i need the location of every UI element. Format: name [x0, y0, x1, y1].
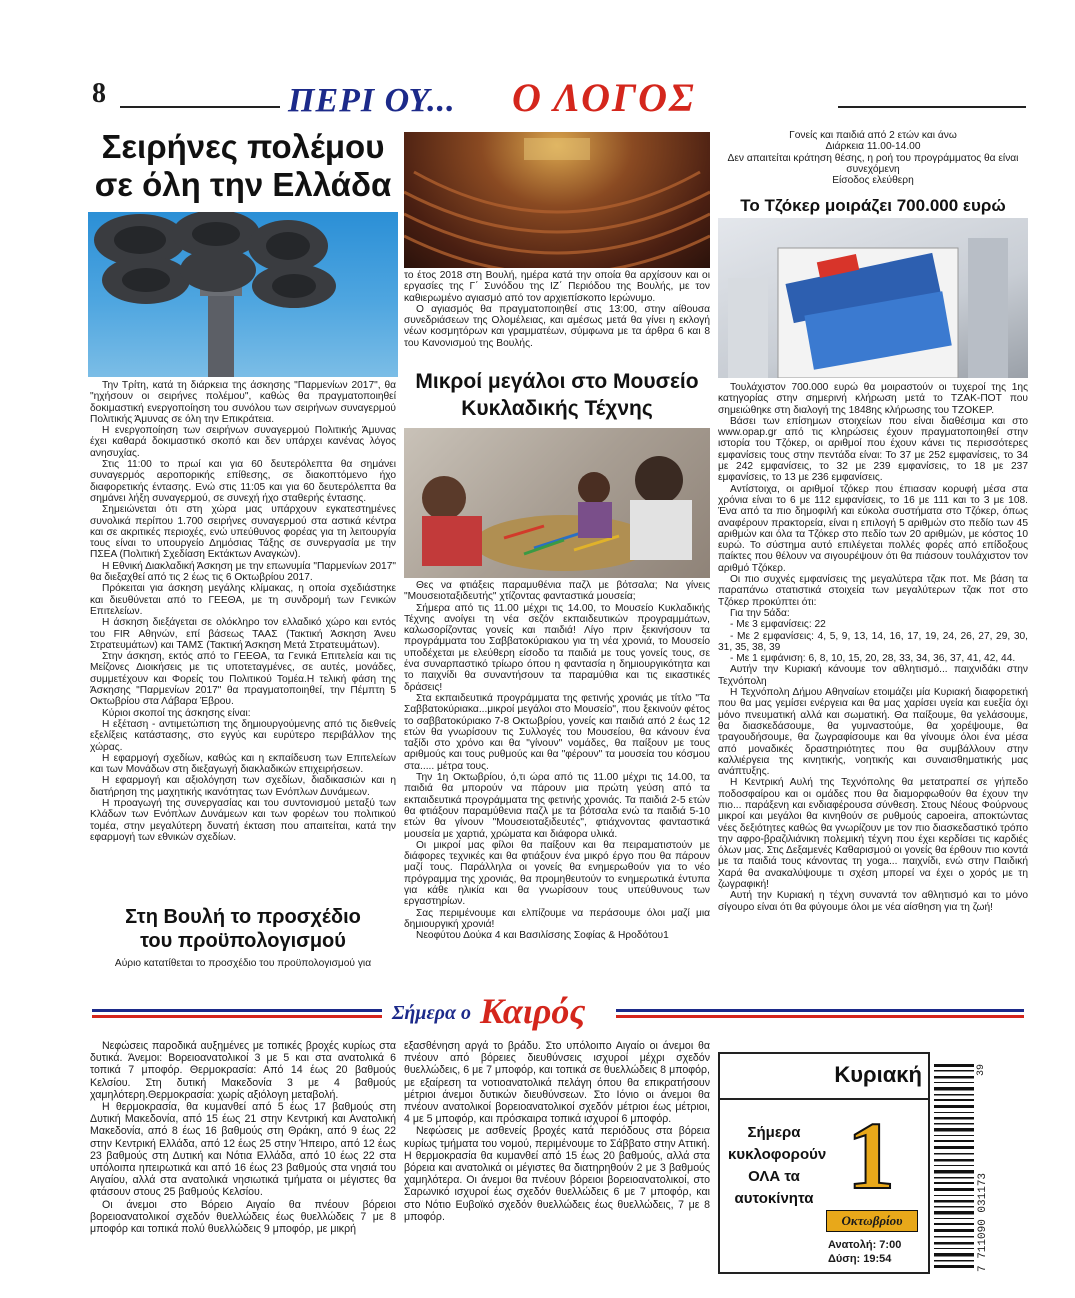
- weather-col2-p2: Νεφώσεις με ασθενείς βροχές κατά περιόδους στα βόρεια κυρίως τμήματα του νομού, περιμένουμε το Σάββατο στην Αττική. Η θερμοκρασία θα κυμανθεί από 15 έως 20 βαθμούς, αλλά στα βόρεια και ανατολικά οι μέγιστες θα διατηρηθούν 2 με 3 βαθμούς χαμηλότερα. Οι άνεμοι θα πνέουν βόρειοι βορειοανατολικοί, στο Σαρωνικό ισχυροί έως σχεδόν θυελλώδεις 6 με 7 μποφόρ, και στο Νότιο Ευβοϊκό σχεδόν θυελλώδεις έως θυελλώδεις, 7 με 8 μποφόρ.: [404, 1125, 710, 1223]
- article2-headline-line1: Στη Βουλή το προσχέδιο: [125, 906, 361, 928]
- siren-photo: [88, 212, 398, 377]
- article3-headline-line2: Κυκλαδικής Τέχνης: [461, 397, 653, 420]
- article1-p13: Η προαγωγή της συνεργασίας και του συντονισμού μεταξύ των Κλάδων των Ενόπλων Δυνάμεων και των φορέων του πολιτικού τομέα, στην μεγαλύτερη δυνατή έκταση που απαιτείται, κατά την εφαρμογή των εθνικών σχεδίων.: [90, 797, 396, 843]
- article4-p6: - Με 3 εμφανίσεις: 22: [730, 619, 826, 631]
- article1-p4: Σημειώνεται ότι στη χώρα μας υπάρχουν εγκατεστημένες συνολικά περίπου 1.700 σειρήνες συναγερμού στα αστικά κέντρα και σε ακριτικές περιοχές, ενώ υπεύθυνος φορέας για τη λειτουργία τους είναι το υπουργείο Δημόσιας Τάξης σε συνεργασία με την ΠΣΕΑ (Πολιτική Σχεδίαση Εκτάκτων Αναγκών).: [90, 504, 396, 561]
- joker-tickets-illustration: [718, 218, 1028, 378]
- article4-body: [718, 382, 1028, 913]
- promo-line2: κυκλοφορούν: [728, 1146, 827, 1163]
- article3-p7: Νεοφύτου Δούκα 4 και Βασιλίσσης Σοφίας & Ηροδότου1: [416, 930, 669, 942]
- weather-title-prefix: Σήμερα ο: [392, 1002, 472, 1024]
- page-number: 8: [92, 78, 106, 109]
- article2-body: [404, 270, 710, 349]
- weather-banner: [92, 991, 1024, 1032]
- sunset: Δύση: 19:54: [828, 1253, 892, 1265]
- museum-kids-photo: [404, 428, 710, 578]
- info-line2: Διάρκεια 11.00-14.00: [825, 141, 921, 153]
- weather-col2-p1: εξασθένηση αργά το βράδυ. Στο υπόλοιπο Αιγαίο οι άνεμοι θα πνέουν από βόρειες διευθύνσεις ισχυροί μέχρι σχεδόν θυελλώδεις, 6 με 7 μποφόρ, και τοπικά σε θυελλώδεις 8 μποφόρ, με εξαίρεση τα νοτιοανατολικά πελάγη όπου θα επικρατήσουν μέτριοι άνεμοι δυτικών διευθύνσεων. Στο Ιόνιο οι άνεμοι θα πνέουν ανατολικοί βορειοανατολικοί σχεδόν μέτριοι έως μέτριοι, 4 με 5 μποφόρ, και πρόσκαιρα τοπικά ισχυροί 6 μποφόρ.: [404, 1040, 710, 1126]
- article1-p2: Η ενεργοποίηση των σειρήνων συναγερμού Πολιτικής Άμυνας έχει καθαρά δοκιμαστικό σκοπό και δεν υπάρχει κανένας λόγος ανησυχίας.: [90, 425, 396, 459]
- article2-lead: Αύριο κατατίθεται το προσχέδιο του προϋπολογισμού για: [114, 958, 372, 969]
- article3-p4: Την 1η Οκτωβρίου, ό,τι ώρα από τις 11.00 μέχρι τις 14.00, τα παιδιά θα μπορούν να πάρουν μια πρώτη γεύση από τα εκπαιδευτικά προγράμματα της φετινής χρονιάς. Τα παιδιά 2-5 ετών θα φτιάξουν παραμύθενια παζλ με τα βότσαλα ενώ τα παιδιά 5-10 ετών θα γίνουν "Μουσειοταξιδευτές", φτιάχνοντας φανταστικά μουσεία με χαρτιά, χρώματα και διάφορα υλικά.: [404, 772, 710, 840]
- article4-p7: - Με 2 εμφανίσεις: 4, 5, 9, 13, 14, 16, 17, 19, 24, 26, 27, 29, 30, 31, 35, 38, 39: [718, 630, 1028, 653]
- masthead-rule-right: [838, 106, 1026, 108]
- article4-p8: - Με 1 εμφάνιση: 6, 8, 10, 15, 20, 28, 33, 34, 36, 37, 41, 42, 44.: [730, 653, 1016, 665]
- article1-headline-line2: σε όλη την Ελλάδα: [94, 166, 392, 203]
- weather-col2: [404, 1040, 710, 1223]
- date-divider: [720, 1098, 928, 1100]
- article5-p2: Η Τεχνόπολη Δήμου Αθηναίων ετοιμάζει μία Κυριακή διαφορετική που θα μας γεμίσει ενέργεια και θα μας χαρίσει υγεία και ευεξία όχι μόνο πνευματική αλλά και σωματική. Θα παίξουμε, θα γελάσουμε, θα διασκεδάσουμε, θα γυμναστούμε, θα χορέψουμε, θα τραγουδήσουμε, θα ζωγραφίσουμε και θα γίνουμε όλοι ένα μέσα από μοναδικές δραστηριότητες που θα συμβάλλουν στην καλλιέργεια της κινητικής, νοητικής και συναισθηματικής μας ανάπτυξης.: [718, 687, 1028, 778]
- article3-p2: Σήμερα από τις 11.00 μέχρι τις 14.00, το Μουσείο Κυκλαδικής Τέχνης ανοίγει τη νέα σεζόν εκπαιδευτικών προγραμμάτων, καλωσορίζοντας γονείς και παιδιά! Λίγο πριν ξεκινήσουν τα προγράμματα του Σαββατοκύριακου για τη νέα χρονιά, το Μουσείο υποδέχεται με ελεύθερη είσοδο τα παιδιά με τους γονείς τους, σε ένα συναρπαστικό τρίωρο όπου η φαντασία η δημιουργικότητα και το παιχνίδι θα συναντήσουν τα παραμύθια και τις εικαστικές δράσεις!: [404, 602, 710, 693]
- article5-p3: Η Κεντρική Αυλή της Τεχνόπολης θα μετατραπεί σε γήπεδο ποδοσφαίρου και οι ομάδες που θα διαμορφωθούν θα έχουν την πιο... παράξενη και ενδιαφέρουσα σύνθεση. Στους Νέους Φούρνους μικροί και μεγάλοι θα κινηθούν σε ρυθμούς capoeira, αποκτώντας νέες δεξιότητες καθώς θα γνωρίζουν με τον πιο διασκεδαστικό τρόπο την αφρο-βραζιλιάνικη πολεμική τέχνη που έχει κερδίσει τις καρδιές όλων μας. Στις Δεξαμενές Καθαρισμού οι γονείς θα έρθουν πιο κοντά με τα παιδιά τους κάνοντας τη yoga... παιχνίδι, ενώ στην Παιδική Χαρά θα ανακαλύψουμε τι σχέση μπορεί να έχει ο χορός με τη ζωγραφική!: [718, 777, 1028, 891]
- article1-p7: Η άσκηση διεξάγεται σε ολόκληρο τον ελλαδικό χώρο και εντός του FIR Αθηνών, επί βάσεως ΤΑΑΣ (Τακτική Άσκηση Άνευ Στρατευμάτων) και ΤΑΜΣ (Τακτική Άσκηση Μετά Στρατευμάτων).: [90, 617, 396, 651]
- article1-headline-line1: Σειρήνες πολέμου: [101, 128, 385, 165]
- article1-p9: Κύριοι σκοποί της άσκησης είναι:: [102, 707, 251, 719]
- article1-headline: [90, 128, 396, 204]
- article2-headline-line2: του προϋπολογισμού: [140, 930, 346, 952]
- info-line1: Γονείς και παιδιά από 2 ετών και άνω: [789, 130, 957, 141]
- article1-p8: Στην άσκηση, εκτός από το ΓΕΕΘΑ, τα Γενικά Επιτελεία και τις Μείζονες Διοικήσεις με τις υποτεταγμένες, σε αυτές, μονάδες, συμμετέχουν και Φορείς του Πολιτικού Τομέα.Η τελική φάση της Άσκησης "Παρμενίων 2017" θα πραγματοποιηθεί, την Πέμπτη 5 Οκτωβρίου στα Λάβαρα Έβρου.: [90, 651, 396, 708]
- promo-text: [728, 1122, 827, 1210]
- article1-p12: Η εφαρμογή και αξιολόγηση των σχεδίων, διαδικασιών και η διατήρηση της μαχητικής ικανότητας των Ενόπλων Δυνάμεων.: [90, 775, 396, 798]
- info-line3: Δεν απαιτείται κράτηση θέσης, η ροή του προγράμματος θα είναι συνεχόμενη: [727, 152, 1019, 175]
- barcode-digits: 7 711090 031173: [977, 1172, 989, 1272]
- article4-p4: Οι πιο συχνές εμφανίσεις της μεγαλύτερα τζακ ποτ. Με βάση τα παραπάνω στατιστικά στοιχεία των μεγαλύτερων τζακ ποτ στο Τζόκερ προκύπτει ότι:: [718, 574, 1028, 608]
- joker-tickets-photo: [718, 218, 1028, 378]
- article1-p3: Στις 11:00 το πρωί και για 60 δευτερόλεπτα θα σημάνει συναγερμός αεροπορικής επίθεσης, σε διακοπτόμενο ήχο διαφορετικής έντασης. Ενώ στις 11:05 και για 60 δευτερόλεπτα θα σημάνει λήξη συναγερμού, σε συνεχή ήχο σταθερής έντασης.: [90, 459, 396, 504]
- parliament-photo: [404, 132, 710, 268]
- weather-rule-left-top: [92, 1009, 382, 1012]
- article3-p6: Σας περιμένουμε και ελπίζουμε να περάσουμε όλοι μαζί μια δημιουργική χρονιά!: [404, 907, 710, 930]
- date-day: 1: [847, 1102, 895, 1209]
- weather-col1: [90, 1040, 396, 1235]
- article1-p10: Η εξέταση - αντιμετώπιση της δημιουργούμενης από τις διεθνείς εξελίξεις κατάστασης, στο εγγύς και ευρύτερο περιβάλλον της χώρας.: [90, 718, 396, 753]
- article5-p4: Αυτή την Κυριακή η τέχνη συναντά τον αθλητισμό και το μόνο σίγουρο είναι ότι θα φύγουμε όλοι με νέα αίσθηση για τη ζωή!: [718, 890, 1028, 913]
- barcode: [934, 1062, 990, 1272]
- promo-line4: αυτοκίνητα: [734, 1190, 814, 1207]
- weather-title-main: Καιρός: [480, 991, 586, 1031]
- article2-headline: [90, 905, 396, 953]
- masthead-rule-left: [120, 106, 280, 108]
- promo-line3: ΟΛΑ τα: [748, 1168, 800, 1185]
- article4-headline: Το Τζόκερ μοιράζει 700.000 ευρώ: [740, 196, 1006, 215]
- article1-p5: Η Εθνική Διακλαδική Άσκηση με την επωνυμία "Παρμενίων 2017" θα διεξαχθεί από τις 2 έως τις 6 Οκτωβρίου 2017.: [90, 560, 396, 584]
- article3-p5: Οι μικροί μας φίλοι θα παίξουν και θα πειραματιστούν με διάφορες τεχνικές και θα φτιάξουν ένα μικρό έργο που θα πάρουν μαζί τους. Παράλληλα οι γονείς θα ενημερωθούν για το νέο πρόγραμμα της χρονιάς, θα προμηθευτούν το ενημερωτικά έντυπα για κάθε ηλικία και θα γνωρίσουν τους υπεύθυνους των εργαστηρίων.: [404, 839, 710, 908]
- article4-p5: Για την 5άδα:: [730, 607, 790, 619]
- article4-p1: Τουλάχιστον 700.000 ευρώ θα μοιραστούν οι τυχεροί της 1ης κατηγορίας στην σημερινή κλήρωση μετά το ΤΖΑΚ-ΠΟΤ που σημειώθηκε στη διαλογή της 1848ης κλήρωσης του ΤΖΟΚΕΡ.: [718, 382, 1028, 416]
- article4-p3: Αντίστοιχα, οι αριθμοί τζόκερ που έπιασαν κορυφή μέσα στα χρόνια είναι το 6 με 112 εμφανίσεις, το 16 με 111 και το 3 με 108. Ένα από τα πιο δημοφιλή και εύκολα συστήματα στο Τζόκερ, όπως αναφέρουν πρακτορεία, είναι η επιλογή 5 αριθμών στο πεδίο των 45 αριθμών και όλα τα Τζόκερ στο πεδίο των 20 αριθμών, με κόστος 10 ευρώ. Το σύστημα αυτό επιλέγεται πολλές φορές από επίδοξους παίκτες που θέλουν να σιγουρέψουν ότι θα πιάσουν τουλάχιστον τον αριθμό Τζόκερ.: [718, 483, 1028, 574]
- article2-p2: Ο αγιασμός θα πραγματοποιηθεί στις 13:00, στην αίθουσα συνεδριάσεων της Ολομέλειας, και αμέσως μετά θα γίνει η εκλογή νέων κοσμητόρων και γραμματέων, σύμφωνα με τα άρθρα 6 και 8 του Κανονισμού της Βουλής.: [404, 303, 710, 349]
- article3-body: [404, 580, 710, 942]
- weather-rule-right-top: [616, 1009, 1024, 1012]
- article1-body: [90, 380, 396, 843]
- article5-p1: Αυτήν την Κυριακή κάνουμε τον αθλητισμό... παιχνιδάκι στην Τεχνόπολη: [718, 664, 1028, 687]
- promo-line1: Σήμερα: [747, 1124, 801, 1141]
- article1-p1: Την Τρίτη, κατά τη διάρκεια της άσκησης "Παρμενίων 2017", θα "ηχήσουν οι σειρήνες πολέμου", καθώς θα πραγματοποιηθεί δοκιμαστική ενεργοποίηση του συνόλου των σειρήνων συναγερμού Πολιτικής Άμυνας σε όλη την Επικράτεια.: [90, 380, 396, 425]
- siren-illustration: [88, 212, 398, 377]
- article3-p1: Θες να φτιάξεις παραμυθένια παζλ με βότσαλα; Να γίνεις "Μουσειοταξιδευτής" χτίζοντας φανταστικά μουσεία;: [404, 580, 710, 603]
- weather-col1-p2: Η θερμοκρασία, θα κυμανθεί από 5 έως 17 βαθμούς στη Δυτική Μακεδονία, από 15 έως 21 στην Κεντρική και Ανατολική Μακεδονία, από 8 έως 16 βαθμούς στη Θράκη, από 9 έως 22 στην Κεντρική Ελλάδα, από 12 έως 25 στην Ήπειρο, από 12 έως 23 βαθμούς στη Δυτική και Νότια Ελλάδα, από 10 έως 22 στα υπόλοιπα ηπειρωτικά και από 16 έως 23 βαθμούς στα νησιά του Αιγαίου, αλλά στα ανατολικά νησιωτικά τμήματα οι μέγιστες θα φτάσουν στους 25 βαθμούς Κελσίου.: [90, 1101, 396, 1199]
- barcode-bars: [934, 1062, 974, 1272]
- weather-col1-p3: Οι άνεμοι στο Βόρειο Αιγαίο θα πνέουν βόρειοι βορειοανατολικοί σχεδόν θυελλώδεις έως θυελλώδεις 7 με 8 μποφόρ και τοπικά πολύ θυελλώδεις 9 μποφόρ, με μικρή: [90, 1198, 396, 1236]
- article1-p11: Η εφαρμογή σχεδίων, καθώς και η εκπαίδευση των Επιτελείων και των Μονάδων στη διεξαγωγή διακλαδικών επιχειρήσεων.: [90, 752, 396, 776]
- date-box: [718, 1052, 930, 1274]
- newspaper-logo: Ο ΛΟΓΟΣ: [512, 75, 696, 120]
- parliament-illustration: [404, 132, 710, 268]
- weather-col1-p1: Νεφώσεις παροδικά αυξημένες με τοπικές βροχές κυρίως στα δυτικά. Άνεμοι: Βορειοανατολικοί 3 με 5 και στα ανατολικά 6 τοπικά 7 μποφόρ. Θερμοκρασία: Από 14 έως 20 βαθμούς Κελσίου. Στη δυτική Μακεδονία 3 με 4 βαθμούς χαμηλότερη.Θερμοκρασία: χωρίς αξιόλογη μεταβολή.: [90, 1040, 396, 1101]
- date-weekday: Κυριακή: [834, 1062, 922, 1087]
- issue-number: 39: [976, 1064, 987, 1077]
- section-title: ΠΕΡΙ ΟΥ...: [288, 82, 456, 119]
- article2-p1: το έτος 2018 στη Βουλή, ημέρα κατά την οποία θα αρχίσουν και οι εργασίες της Γ΄ Συνόδου της ΙΖ΄ Περιόδου της Βουλής, με τον καθιερωμένο αγιασμό από τον αρχιεπίσκοπο Ιερώνυμο.: [404, 270, 710, 304]
- article3-info: [718, 130, 1028, 186]
- article1-p6: Πρόκειται για άσκηση μεγάλης κλίμακας, η οποία σχεδιάστηκε και διευθύνεται από το ΓΕΕΘΑ, με τη συνδρομή των Γενικών Επιτελείων.: [90, 583, 396, 617]
- article3-p3: Στα εκπαιδευτικά προγράμματα της φετινής χρονιάς με τίτλο "Τα Σαββατοκύριακα...μικροί μεγάλοι στο Μουσείο", που ξεκινούν φέτος το σαββατοκύριακο 7-8 Οκτωβρίου, γονείς και παιδιά από 2 έως 12 ετών θα γνωρίσουν τις Συλλογές του Μουσείου, θα κάνουν ένα ταξίδι στο χρόνο και θα "γίνουν" νομάδες, θα παίξουν με τους αριθμούς και τους ρυθμούς και θα "φέρουν" τα μουσεία του κόσμου στα..... μέτρα τους.: [404, 692, 710, 772]
- article4-p2: Βάσει των επίσημων στοιχείων που είναι διαθέσιμα και στο www.opap.gr από τις κληρώσεις έχουν πραγματοποιηθεί στην ιστορία του Τζόκερ, οι αριθμοί που έχουν κάνει τις περισσότερες εμφανίσεις τους στην πεντάδα είναι: Το 37 με 252 εμφανίσεις, το 34 με 242 εμφανίσεις, το 32 με 239 εμφανίσεις, το 18 με 237 εμφανίσεις, το 13 με 236 εμφανίσεις.: [718, 415, 1028, 484]
- weather-rule-left-bottom: [92, 1015, 382, 1018]
- info-line4: Είσοδος ελεύθερη: [832, 175, 914, 187]
- museum-kids-illustration: [404, 428, 710, 578]
- sun-times: [828, 1238, 901, 1266]
- article3-headline: [404, 368, 710, 422]
- article3-headline-line1: Μικροί μεγάλοι στο Μουσείο: [415, 370, 699, 393]
- sunrise: Ανατολή: 7:00: [828, 1239, 902, 1251]
- date-month: Οκτωβρίου: [826, 1210, 918, 1232]
- weather-rule-right-bottom: [616, 1015, 1024, 1018]
